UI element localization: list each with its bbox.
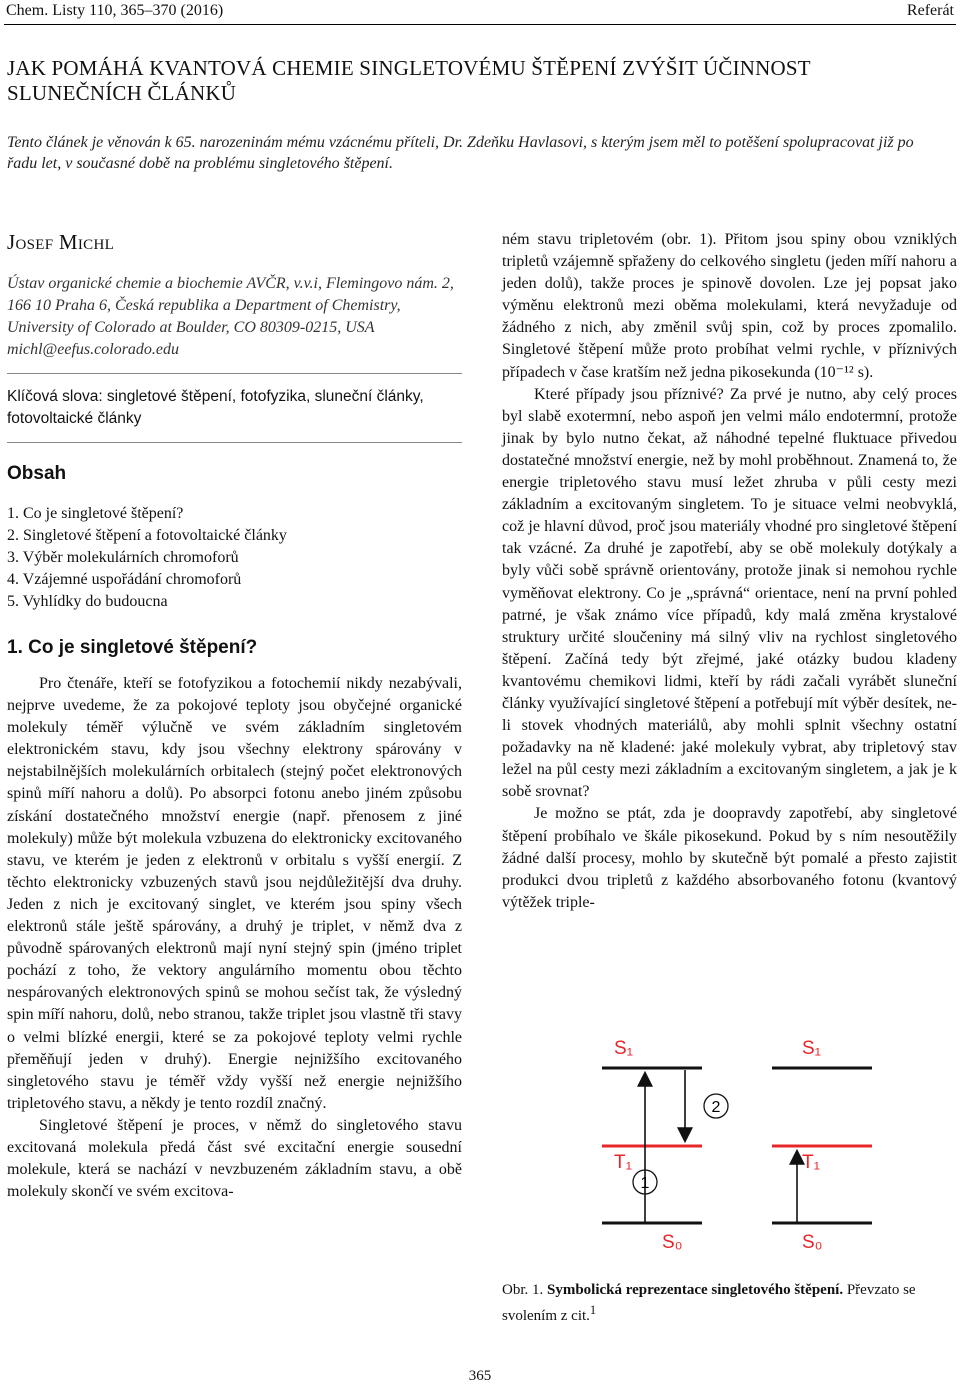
running-header: [6, 2, 954, 20]
table-of-contents: [7, 503, 462, 613]
step-2-number: 2: [711, 1098, 721, 1116]
left-column: [7, 230, 462, 1203]
body-paragraph: Které případy jsou příznivé? Za prvé je nutno, aby celý proces byl slabě exotermní, nebo aspoň jen velmi málo endotermní, protože jinak by bylo nutno čekat, až náhodné tepelné fluktuace přivedou dostatečné množství energie, než by mohl proběhnout. Znamená to, že energie tripletového stavu musí ležet zhruba v půli cesty mezi základním a excitovaným singletem. To je situace velmi neobvyklá, což je hlavní důvod, proč jsou materiály vhodné pro singletové štěpení tak vzácné. Za druhé je zapotřebí, aby se obě molekuly dotýkaly a byly vůči sobě správně orientovány, protože jinak si nemohou rychle vyměňovat elektrony. Co je „správná“ orientace, není na první pohled patrné, je však známo více případů, kdy malá změna krystalové struktury určité sloučeniny má silný vliv na rychlost singletového štěpení. Začíná tedy být zřejmé, jaké otázky budou kladeny kvantovému chemikovi lidmi, kteří by rádi začali vyrábět sluneční články využívající singletové štěpení a potřebují mít výběr desítek, ne-li stovek vhodných materiálů, aby mohli splnit všechny ostatní požadavky na ně kladené: jaké molekuly vybrat, aby tripletový stav ležel na půl cesty mezi základním a excitovaným singletem, a jak je k sobě srovnat?: [502, 385, 957, 801]
keywords: Klíčová slova: singletové štěpení, fotofyzika, sluneční články, fotovoltaické články: [7, 388, 424, 427]
author-name: Josef Michl: [7, 230, 115, 254]
divider: [7, 442, 462, 443]
body-paragraph: Pro čtenáře, kteří se fotofyzikou a fotochemií nikdy nezabývali, nejprve uvedeme, že za pokojové teploty jsou obyčejné organické molekuly téměř výlučně ve svém základním singletovém elektronickém stavu, kdy jsou všechny elektrony spárovány v nejstabilnějších molekulárních orbitalech (stejný počet elektronových spinů míří nahoru a dolů). Po absorpci fotonu anebo jiném způsobu získání dostatečného množství energie (např. přenosem z jiné molekuly) může být molekula vzbuzena do elektronicky excitovaného stavu, ve kterém je jeden z elektronů v orbitalu s vyšší energií. Z těchto elektronicky vzbuzených stavů jsou nejdůležitější dva druhy. Jeden z nich je excitovaný singlet, ve kterém jsou spiny všech elektronů stále ještě spárovány, a druhý je triplet, v němž dva z původně spárovaných elektronů mají nyní stejný spin (jméno triplet pochází z toho, že vektory angulárního momentu obou těchto nespárovaných elektronových spinů se mohou sečíst tak, že výsledný spin míří nahoru, dolů, nebo stranou, takže triplet jsou vlastně tři stavy o velmi blízké energii, které se za pokojové teploty velmi rychle přeměňují jeden v druhý). Energie nejnižšího excitovaného singletového stavu je téměř vždy vyšší než energie nejnižšího tripletového stavu, a někdy je tento rozdíl značný.: [7, 675, 462, 1112]
toc-item: 2. Singletové štěpení a fotovoltaické články: [7, 527, 287, 544]
article-title: JAK POMÁHÁ KVANTOVÁ CHEMIE SINGLETOVÉMU ŠTĚPENÍ ZVÝŠIT ÚČINNOST SLUNEČNÍCH ČLÁNKŮ: [7, 56, 811, 105]
caption-prefix: Obr. 1.: [502, 1281, 544, 1298]
journal-citation: Chem. Listy 110, 365–370 (2016): [6, 2, 224, 19]
toc-item: 1. Co je singletové štěpení?: [7, 505, 184, 522]
section-heading: 1. Co je singletové štěpení?: [7, 637, 258, 658]
author-affiliation: Ústav organické chemie a biochemie AVČR, v.v.i, Flemingovo nám. 2, 166 10 Praha 6, Česká republika a Department of Chemistry, University of Colorado at Boulder, CO 80309-0215, USA michl@eefus.colorado.edu: [7, 275, 454, 358]
toc-item: 5. Vyhlídky do budoucna: [7, 593, 168, 610]
t1-left-label: T₁: [614, 1151, 633, 1173]
caption-title: Symbolická reprezentace singletového štěpení.: [547, 1281, 844, 1298]
s0-left-label: S₀: [662, 1231, 683, 1253]
caption-reference: 1: [589, 1302, 597, 1317]
step-1-number: 1: [640, 1174, 650, 1192]
toc-item: 4. Vzájemné uspořádání chromoforů: [7, 571, 242, 588]
energy-level-diagram: [502, 922, 942, 1272]
t1-right-label: T₁: [802, 1151, 821, 1173]
toc-item: 3. Výběr molekulárních chromoforů: [7, 549, 239, 566]
caption-credit: Převzato se svolením z cit.: [502, 1281, 916, 1324]
body-paragraph: Singletové štěpení je proces, v němž do singletového stavu excitovaná molekula předá část své excitační energie sousední molekule, která se nachází v nevzbuzeném základním stavu, a obě molekuly skončí ve svém excitova-: [7, 1116, 462, 1201]
s1-left-label: S₁: [614, 1037, 634, 1059]
figure-energy-diagram: [502, 922, 942, 1272]
toc-heading: Obsah: [7, 463, 67, 484]
body-paragraph: ném stavu tripletovém (obr. 1). Přitom jsou spiny obou vzniklých tripletů vzájemně spřaženy do celkového singletu (jeden míří nahoru a jeden dolů), takže proces je spinově dovolen. Lze jej popsat jako výměnu elektronů mezi oběma molekulami, která nevyžaduje od žádného z nich, aby změnil svůj spin, což by proces zpomalilo. Singletové štěpení může proto probíhat velmi rychle, v příznivých případech v čase kratším než jedna pikosekunda (10⁻¹² s).: [502, 231, 957, 381]
dedication: Tento článek je věnován k 65. narozeninám mému vzácnému příteli, Dr. Zdeňku Havlasovi, s kterým jsem měl to potěšení spolupracovat již po řadu let, v současné době na problému singletového štěpení.: [7, 134, 914, 172]
s0-right-label: S₀: [802, 1231, 823, 1253]
right-column: [502, 229, 957, 1326]
body-paragraph: Je možno se ptát, zda je doopravdy zapotřebí, aby singletové štěpení probíhalo ve škále pikosekund. Pokud by s ním nesoutěžily žádné další procesy, mohlo by skutečně být pomalé a přesto zajistit produkci dvou tripletů z každého absorbovaného fotonu (kvantový výtěžek triple-: [502, 805, 957, 911]
divider: [7, 373, 462, 374]
page-number: 365: [468, 1368, 492, 1384]
s1-right-label: S₁: [802, 1037, 822, 1059]
article-type: Referát: [906, 2, 954, 19]
header-rule: [4, 24, 956, 25]
figure-caption: [502, 1280, 957, 1326]
